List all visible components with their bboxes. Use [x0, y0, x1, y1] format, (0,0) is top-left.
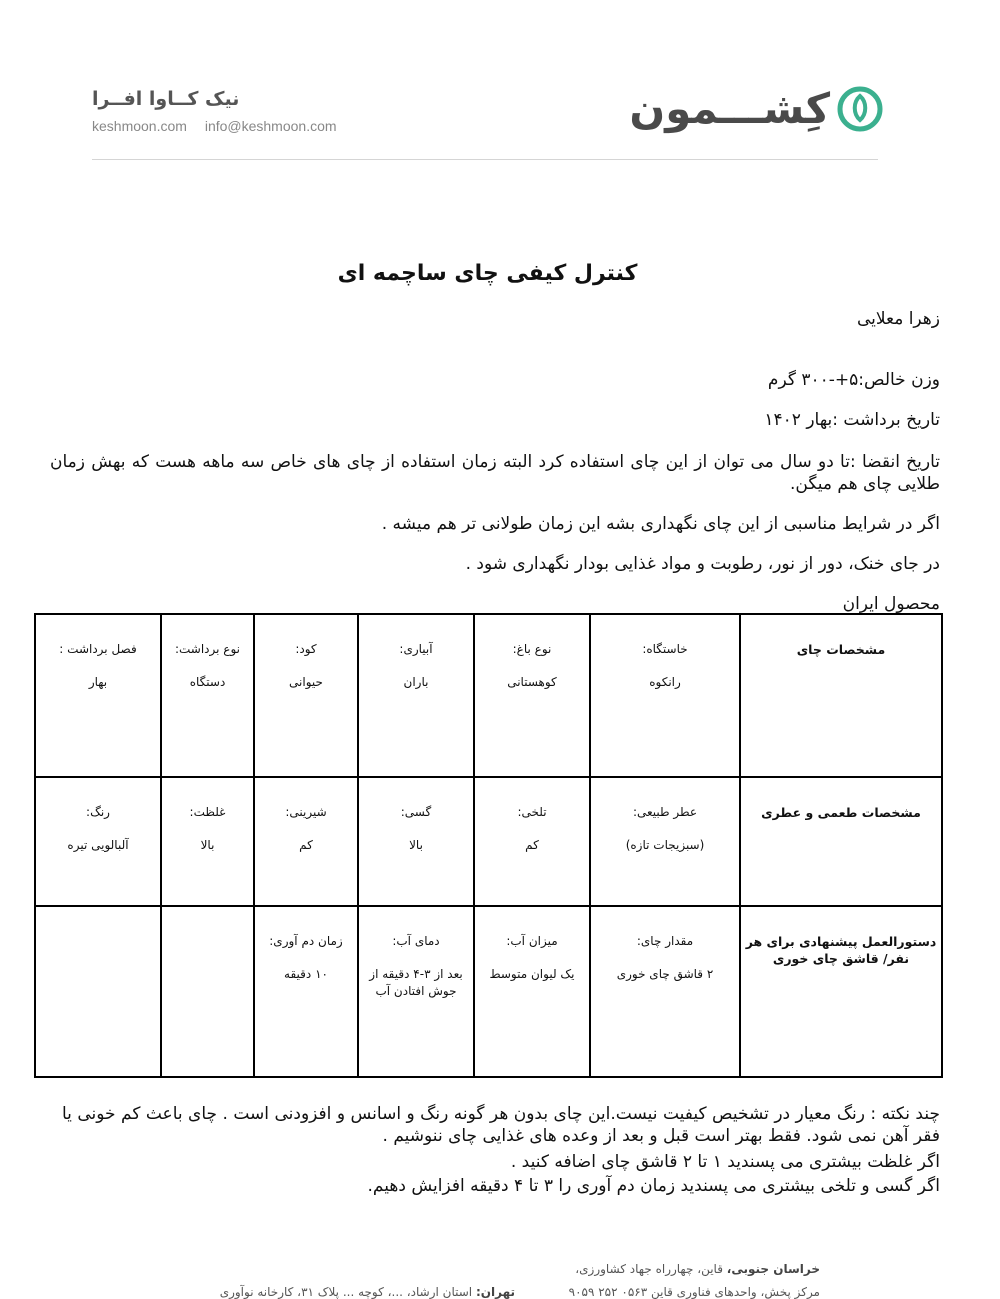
table-cell: رنگ: آلبالویی تیره [35, 777, 161, 906]
footer-tehran-city: تهران: [475, 1285, 515, 1299]
table-cell: نوع برداشت: دستگاه [161, 614, 254, 777]
footer-east-city: خراسان جنوبی، [726, 1262, 820, 1276]
product-origin: محصول ایران [842, 594, 940, 614]
table-cell: گسی: بالا [358, 777, 474, 906]
table-cell: نوع باغ: کوهستانی [474, 614, 590, 777]
footer-address-tehran: تهران: استان ارشاد، ...، کوچه ... پلاک ۳۱، کارخانه نوآوری [219, 1285, 515, 1299]
notes-paragraph: چند نکته : رنگ معیار در تشخیص کیفیت نیست.این چای بدون هر گونه رنگ و اسانس و افزودنی است . چای باعث کم خونی یا فقر آهن نمی شود. فقط بهتر است قبل و بعد از وعده های غذایی چای ننوشیم . [62, 1104, 940, 1146]
table-cell: میزان آب: یک لیوان متوسط [474, 906, 590, 1077]
page-title: کنترل کیفی چای ساچمه ای [337, 261, 638, 286]
table-row [35, 614, 942, 777]
keshmoon-logo-icon [836, 82, 884, 134]
footer-address-east: خراسان جنوبی، قاین، چهارراه جهاد کشاورزی، [575, 1262, 820, 1276]
table-cell: غلظت: بالا [161, 777, 254, 906]
expiry-note: تاریخ انقضا :تا دو سال می توان از این چای استفاده کرد البته زمان استفاده از چای های خاص سه ماهه هست که بهش زمان طلایی چای هم میگن. [50, 452, 940, 494]
harvest-date: تاریخ برداشت :بهار ۱۴۰۲ [764, 410, 940, 430]
storage-place: در جای خنک، دور از نور، رطوبت و مواد غذایی بودار نگهداری شود . [465, 554, 940, 574]
table-cell: آبیاری: باران [358, 614, 474, 777]
email-link[interactable]: info@keshmoon.com [204, 118, 337, 134]
header-divider [92, 159, 878, 160]
brand-name: نیک کــاوا افــرا [92, 88, 240, 110]
spec-table [34, 613, 943, 1078]
notes-bitterness: اگر گسی و تلخی بیشتری می پسندید زمان دم آوری را ۳ تا ۴ دقیقه افزایش دهیم. [367, 1176, 940, 1196]
table-cell: دمای آب: بعد از ۳-۴ دقیقه از جوش افتادن آب [358, 906, 474, 1077]
table-cell: زمان دم آوری: ۱۰ دقیقه [254, 906, 358, 1077]
logo [629, 78, 884, 138]
row-head-flavor-specs: مشخصات طعمی و عطری [740, 777, 942, 906]
table-cell [161, 906, 254, 1077]
table-cell: کود: حیوانی [254, 614, 358, 777]
author-name: زهرا معلایی [856, 309, 940, 329]
storage-note: اگر در شرایط مناسبی از این چای نگهداری بشه این زمان طولانی تر هم میشه . [381, 514, 940, 534]
website-link[interactable]: keshmoon.com [92, 118, 187, 134]
net-weight: وزن خالص:۵+-۳۰۰ گرم [767, 370, 940, 390]
table-cell: تلخی: کم [474, 777, 590, 906]
row-head-brewing-instructions: دستورالعمل پیشنهادی برای هر نفر/ قاشق چای خوری [740, 906, 942, 1077]
row-head-tea-specs: مشخصات چای [740, 614, 942, 777]
table-cell [35, 906, 161, 1077]
table-cell: مقدار چای: ۲ قاشق چای خوری [590, 906, 740, 1077]
table-row [35, 906, 942, 1077]
table-cell: فصل برداشت : بهار [35, 614, 161, 777]
contact-info [92, 118, 351, 134]
table-cell: خاستگاه: رانکوه [590, 614, 740, 777]
table-cell: شیرینی: کم [254, 777, 358, 906]
footer-address-east-line2: مرکز پخش، واحدهای فناوری قاین ۰۵۶۳ ۲۵۲ ۹۰۵۹ [568, 1285, 820, 1299]
notes-concentration: اگر غلظت بیشتری می پسندید ۱ تا ۲ قاشق چای اضافه کنید . [510, 1152, 940, 1172]
table-cell: عطر طبیعی: (سبزیجات تازه) [590, 777, 740, 906]
logo-text: کِشـــمون [629, 83, 830, 133]
table-row [35, 777, 942, 906]
